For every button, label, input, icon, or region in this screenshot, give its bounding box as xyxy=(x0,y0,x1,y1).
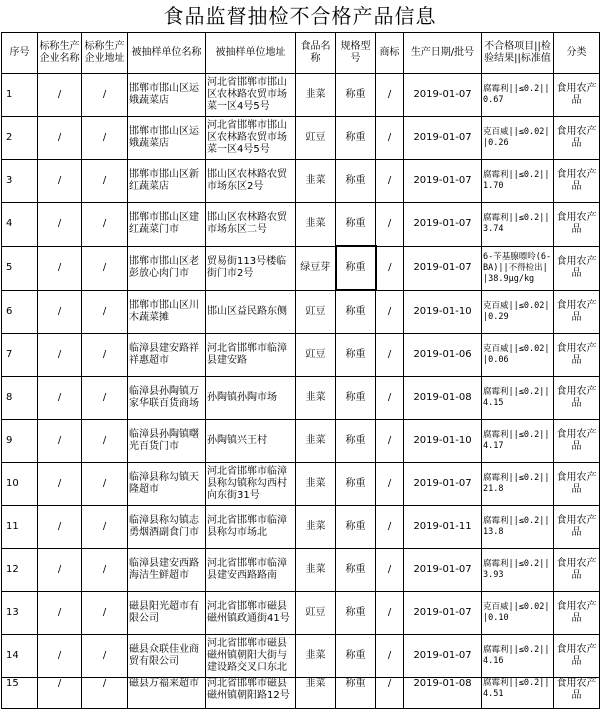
cell-seq: 8 xyxy=(2,377,38,420)
cell-brand: / xyxy=(376,420,404,463)
cell-mfr-addr: / xyxy=(82,74,128,117)
cell-mfr-addr: / xyxy=(82,377,128,420)
cell-unit-name: 邯郸市邯山区老彭放心肉门市 xyxy=(128,246,206,290)
cell-mfr-name: / xyxy=(38,592,82,635)
cell-mfr-addr: / xyxy=(82,160,128,203)
cell-category: 食用农产品 xyxy=(554,549,600,592)
cell-spec: 称重 xyxy=(336,160,376,203)
cell-category: 食用农产品 xyxy=(554,117,600,160)
cell-unit-name: 临漳县孙陶镇万家华联百货商场 xyxy=(128,377,206,420)
cell-category: 食用农产品 xyxy=(554,463,600,506)
table-body xyxy=(2,74,600,709)
cell-seq: 3 xyxy=(2,160,38,203)
cell-date: 2019-01-06 xyxy=(404,334,482,377)
cell-result: 腐霉利||≤0.2||4.17 xyxy=(482,420,554,463)
cell-result: 克百威||≤0.02||0.26 xyxy=(482,117,554,160)
cell-category: 食用农产品 xyxy=(554,635,600,678)
cell-unit-addr: 邯山区农林路农贸市场东区2号 xyxy=(206,160,296,203)
cell-spec: 称重 xyxy=(336,334,376,377)
cell-food: 豇豆 xyxy=(296,290,336,334)
cell-unit-addr: 河北省邯郸市临漳县建安西路路南 xyxy=(206,549,296,592)
cell-spec: 称重 xyxy=(336,635,376,678)
cell-date: 2019-01-07 xyxy=(404,117,482,160)
nonconforming-products-table xyxy=(1,32,600,709)
cell-seq: 4 xyxy=(2,203,38,247)
cell-result: 腐霉利||≤0.2||3.74 xyxy=(482,203,554,247)
cell-unit-addr: 河北省邯郸市磁县磁州镇政通街41号 xyxy=(206,592,296,635)
cell-unit-name: 邯郸市邯山区新红蔬菜店 xyxy=(128,160,206,203)
cell-unit-name: 磁县万福来超市 xyxy=(128,678,206,709)
cell-spec: 称重 xyxy=(336,420,376,463)
cell-seq: 14 xyxy=(2,635,38,678)
cell-food: 韭菜 xyxy=(296,420,336,463)
cell-result: 腐霉利||≤0.2||3.93 xyxy=(482,549,554,592)
cell-result: 腐霉利||≤0.2||4.15 xyxy=(482,377,554,420)
cell-food: 韭菜 xyxy=(296,549,336,592)
cell-mfr-name: / xyxy=(38,246,82,290)
cell-brand: / xyxy=(376,117,404,160)
cell-food: 豇豆 xyxy=(296,334,336,377)
cell-brand: / xyxy=(376,678,404,709)
col-header-spec: 规格型号 xyxy=(336,33,376,74)
cell-unit-addr: 孙陶镇孙陶市场 xyxy=(206,377,296,420)
cell-brand: / xyxy=(376,74,404,117)
cell-seq: 2 xyxy=(2,117,38,160)
cell-mfr-addr: / xyxy=(82,549,128,592)
cell-unit-name: 邯郸市邯山区建红蔬菜门市 xyxy=(128,203,206,247)
cell-unit-name: 邯郸市邯山区运娥蔬菜店 xyxy=(128,117,206,160)
cell-mfr-addr: / xyxy=(82,592,128,635)
cell-unit-name: 临漳县称勾镇天隆超市 xyxy=(128,463,206,506)
table-row xyxy=(2,160,600,203)
cell-food: 韭菜 xyxy=(296,377,336,420)
cell-food: 韭菜 xyxy=(296,160,336,203)
cell-mfr-name: / xyxy=(38,203,82,247)
cell-mfr-addr: / xyxy=(82,635,128,678)
cell-category: 食用农产品 xyxy=(554,678,600,709)
col-header-date: 生产日期/批号 xyxy=(404,33,482,74)
cell-spec: 称重 xyxy=(336,117,376,160)
cell-mfr-addr: / xyxy=(82,334,128,377)
table-row xyxy=(2,117,600,160)
cell-unit-addr: 河北省邯郸市临漳县建安路 xyxy=(206,334,296,377)
cell-spec: 称重 xyxy=(336,290,376,334)
cell-result: 克百威||≤0.02||0.06 xyxy=(482,334,554,377)
cell-unit-addr: 孙陶镇兴王村 xyxy=(206,420,296,463)
cell-food: 韭菜 xyxy=(296,74,336,117)
table-header-row xyxy=(2,33,600,74)
cell-unit-name: 邯郸市邯山区运娥蔬菜店 xyxy=(128,74,206,117)
cell-date: 2019-01-08 xyxy=(404,678,482,709)
cell-brand: / xyxy=(376,334,404,377)
cell-date: 2019-01-07 xyxy=(404,74,482,117)
col-header-food: 食品名称 xyxy=(296,33,336,74)
cell-mfr-addr: / xyxy=(82,117,128,160)
table-row xyxy=(2,334,600,377)
cell-result: 腐霉利||≤0.2||21.8 xyxy=(482,463,554,506)
cell-mfr-name: / xyxy=(38,635,82,678)
table-row xyxy=(2,74,600,117)
col-header-mfr-name: 标称生产企业名称 xyxy=(38,33,82,74)
cell-result: 腐霉利||≤0.2||13.8 xyxy=(482,506,554,549)
cell-seq: 13 xyxy=(2,592,38,635)
cell-seq: 9 xyxy=(2,420,38,463)
cell-seq: 11 xyxy=(2,506,38,549)
cell-mfr-addr: / xyxy=(82,203,128,247)
table-row xyxy=(2,678,600,709)
cell-unit-addr: 邯山区农林路农贸市场东区二号 xyxy=(206,203,296,247)
cell-mfr-name: / xyxy=(38,463,82,506)
cell-mfr-addr: / xyxy=(82,506,128,549)
table-row xyxy=(2,420,600,463)
cell-seq: 10 xyxy=(2,463,38,506)
cell-brand: / xyxy=(376,635,404,678)
cell-unit-name: 临漳县称勾镇志勇烟酒副食门市 xyxy=(128,506,206,549)
cell-unit-addr: 贸易街113号楼临街门市2号 xyxy=(206,246,296,290)
col-header-result: 不合格项目||检验结果||标准值 xyxy=(482,33,554,74)
cell-spec: 称重 xyxy=(336,377,376,420)
table-row xyxy=(2,290,600,334)
cell-brand: / xyxy=(376,463,404,506)
cell-unit-name: 邯郸市邯山区川木蔬菜摊 xyxy=(128,290,206,334)
cell-unit-addr: 河北省邯郸市临漳县称勾镇称勾西村向东街31号 xyxy=(206,463,296,506)
cell-category: 食用农产品 xyxy=(554,506,600,549)
cell-category: 食用农产品 xyxy=(554,420,600,463)
cell-unit-addr: 河北省邯郸市磁县磁州镇朝阳路12号 xyxy=(206,678,296,709)
col-header-mfr-addr: 标称生产企业地址 xyxy=(82,33,128,74)
cell-mfr-name: / xyxy=(38,334,82,377)
col-header-unit-addr: 被抽样单位地址 xyxy=(206,33,296,74)
cell-food: 韭菜 xyxy=(296,635,336,678)
cell-food: 豇豆 xyxy=(296,592,336,635)
cell-seq: 1 xyxy=(2,74,38,117)
col-header-category: 分类 xyxy=(554,33,600,74)
cell-seq: 12 xyxy=(2,549,38,592)
cell-mfr-name: / xyxy=(38,420,82,463)
cell-date: 2019-01-07 xyxy=(404,160,482,203)
cell-mfr-addr: / xyxy=(82,678,128,709)
cell-unit-name: 临漳县建安西路海洁生鲜超市 xyxy=(128,549,206,592)
cell-date: 2019-01-07 xyxy=(404,549,482,592)
cell-spec: 称重 xyxy=(336,74,376,117)
cell-mfr-name: / xyxy=(38,160,82,203)
cell-spec: 称重 xyxy=(336,549,376,592)
table-row xyxy=(2,549,600,592)
cell-seq: 15 xyxy=(2,678,38,709)
cell-date: 2019-01-08 xyxy=(404,377,482,420)
cell-result: 克百威||≤0.02||0.29 xyxy=(482,290,554,334)
cell-mfr-addr: / xyxy=(82,420,128,463)
cell-mfr-name: / xyxy=(38,290,82,334)
cell-date: 2019-01-07 xyxy=(404,203,482,247)
cell-date: 2019-01-07 xyxy=(404,246,482,290)
table-row xyxy=(2,592,600,635)
cell-brand: / xyxy=(376,377,404,420)
cell-brand: / xyxy=(376,592,404,635)
cell-spec: 称重 xyxy=(336,506,376,549)
cell-brand: / xyxy=(376,549,404,592)
cell-unit-name: 临漳县孙陶镇曙光百货门市 xyxy=(128,420,206,463)
cell-result: 腐霉利||≤0.2||4.16 xyxy=(482,635,554,678)
table-row xyxy=(2,463,600,506)
table-row xyxy=(2,377,600,420)
table-row xyxy=(2,635,600,678)
cell-unit-addr: 河北省邯郸市临漳县称勾市场北 xyxy=(206,506,296,549)
cell-unit-addr: 河北省邯郸市磁县磁州镇朝阳大街与建设路交叉口东北 xyxy=(206,635,296,678)
page-title: 食品监督抽检不合格产品信息 xyxy=(163,4,437,28)
cell-result: 克百威||≤0.02||0.10 xyxy=(482,592,554,635)
cell-mfr-name: / xyxy=(38,506,82,549)
cell-category: 食用农产品 xyxy=(554,74,600,117)
cell-brand: / xyxy=(376,290,404,334)
cell-unit-addr: 河北省邯郸市邯山区农林路农贸市场菜一区4号5号 xyxy=(206,74,296,117)
cell-brand: / xyxy=(376,160,404,203)
cell-unit-addr: 河北省邯郸市邯山区农林路农贸市场菜一区4号5号 xyxy=(206,117,296,160)
cell-brand: / xyxy=(376,203,404,247)
cell-unit-name: 磁县众联佳业商贸有限公司 xyxy=(128,635,206,678)
cell-mfr-addr: / xyxy=(82,290,128,334)
cell-date: 2019-01-10 xyxy=(404,420,482,463)
cell-unit-name: 临漳县建安路祥祥惠超市 xyxy=(128,334,206,377)
cell-food: 韭菜 xyxy=(296,463,336,506)
cell-category: 食用农产品 xyxy=(554,592,600,635)
cell-category: 食用农产品 xyxy=(554,203,600,247)
col-header-unit-name: 被抽样单位名称 xyxy=(128,33,206,74)
cell-unit-name: 磁县阳光超市有限公司 xyxy=(128,592,206,635)
cell-result: 6-苄基腺嘌呤(6-BA)||不得检出||38.9μg/kg xyxy=(482,246,554,290)
cell-spec: 称重 xyxy=(336,463,376,506)
cell-date: 2019-01-07 xyxy=(404,463,482,506)
cell-seq: 7 xyxy=(2,334,38,377)
cell-date: 2019-01-11 xyxy=(404,506,482,549)
cell-date: 2019-01-07 xyxy=(404,635,482,678)
cell-result: 腐霉利||≤0.2||1.70 xyxy=(482,160,554,203)
cell-food: 绿豆芽 xyxy=(296,246,336,290)
cell-unit-addr: 邯山区益民路东侧 xyxy=(206,290,296,334)
cell-spec: 称重 xyxy=(336,246,376,290)
cell-food: 韭菜 xyxy=(296,506,336,549)
cell-food: 豇豆 xyxy=(296,117,336,160)
cell-date: 2019-01-10 xyxy=(404,290,482,334)
cell-mfr-name: / xyxy=(38,74,82,117)
cell-category: 食用农产品 xyxy=(554,290,600,334)
cell-category: 食用农产品 xyxy=(554,377,600,420)
cell-spec: 称重 xyxy=(336,203,376,247)
table-row xyxy=(2,506,600,549)
table-row xyxy=(2,203,600,247)
cell-category: 食用农产品 xyxy=(554,334,600,377)
cell-mfr-addr: / xyxy=(82,246,128,290)
cell-spec: 称重 xyxy=(336,678,376,709)
cell-seq: 5 xyxy=(2,246,38,290)
cell-result: 腐霉利||≤0.2||0.67 xyxy=(482,74,554,117)
cell-result: 腐霉利||≤0.2||4.51 xyxy=(482,678,554,709)
cell-mfr-name: / xyxy=(38,549,82,592)
cell-category: 食用农产品 xyxy=(554,160,600,203)
cell-brand: / xyxy=(376,506,404,549)
cell-food: 韭菜 xyxy=(296,678,336,709)
col-header-seq: 序号 xyxy=(2,33,38,74)
cell-category: 食用农产品 xyxy=(554,246,600,290)
cell-food: 韭菜 xyxy=(296,203,336,247)
col-header-brand: 商标 xyxy=(376,33,404,74)
cell-mfr-addr: / xyxy=(82,463,128,506)
cell-date: 2019-01-07 xyxy=(404,592,482,635)
cell-seq: 6 xyxy=(2,290,38,334)
cell-spec: 称重 xyxy=(336,592,376,635)
cell-mfr-name: / xyxy=(38,678,82,709)
cell-mfr-name: / xyxy=(38,117,82,160)
cell-brand: / xyxy=(376,246,404,290)
cell-mfr-name: / xyxy=(38,377,82,420)
table-row xyxy=(2,246,600,290)
